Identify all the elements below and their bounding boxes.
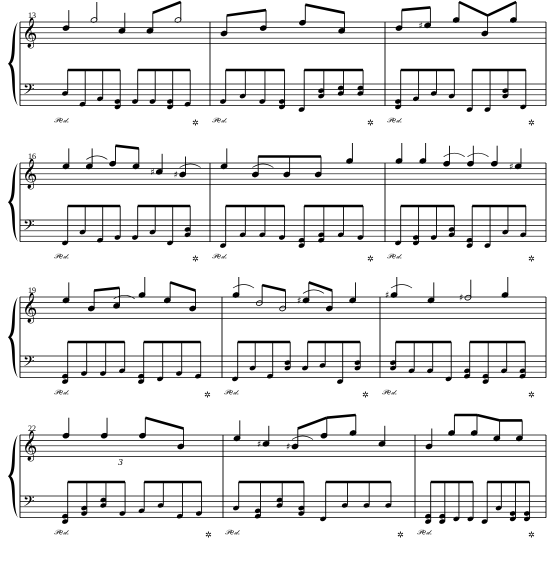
- tie-slur: [233, 285, 254, 289]
- pedal-mark: 𝒫𝑒𝒹.: [225, 528, 240, 537]
- grand-staff-brace: [8, 435, 18, 518]
- pedal-mark: 𝒫𝑒𝒹.: [212, 252, 227, 261]
- sharp-accidental: ♯: [418, 21, 423, 32]
- pedal-release-mark: ✲: [367, 254, 374, 264]
- treble-beam: [298, 418, 327, 429]
- pedal-release-mark: ✲: [362, 390, 369, 400]
- treble-beam: [262, 285, 285, 290]
- treble-beam: [327, 415, 356, 418]
- tie-slur: [444, 153, 465, 157]
- measure-number: 22: [28, 424, 36, 433]
- tie-slur: [391, 285, 412, 289]
- treble-clef: 𝄞: [22, 18, 38, 48]
- measure-number: 19: [28, 286, 36, 295]
- bass-clef: 𝄢: [23, 217, 35, 238]
- pedal-mark: 𝒫𝑒𝒹.: [387, 116, 402, 125]
- treble-beam: [305, 5, 344, 13]
- pedal-release-mark: ✲: [192, 254, 199, 264]
- tie-slur: [86, 156, 107, 160]
- tie-slur: [180, 164, 201, 168]
- sharp-accidental: ♯: [509, 162, 514, 173]
- pedal-release-mark: ✲: [204, 390, 211, 400]
- pedal-mark: 𝒫𝑒𝒹.: [417, 528, 432, 537]
- sharp-accidental: ♯: [150, 167, 155, 178]
- treble-beam: [488, 2, 517, 16]
- treble-clef: 𝄞: [22, 159, 38, 189]
- sharp-accidental: ♯: [385, 291, 390, 301]
- bass-clef: 𝄢: [23, 353, 35, 374]
- tie-slur: [292, 436, 313, 440]
- measure-number: 13: [28, 11, 36, 20]
- treble-beam: [309, 282, 332, 290]
- sharp-accidental: ♯: [257, 439, 262, 450]
- system-2: [8, 143, 546, 264]
- treble-beam: [115, 146, 138, 149]
- treble-beam: [170, 282, 195, 290]
- pedal-release-mark: ✲: [528, 118, 535, 128]
- pedal-mark: 𝒫𝑒𝒹.: [387, 252, 402, 261]
- tie-slur: [252, 164, 273, 168]
- pedal-mark: 𝒫𝑒𝒹.: [212, 116, 227, 125]
- treble-beam: [94, 288, 119, 291]
- pedal-mark: 𝒫𝑒𝒹.: [224, 388, 239, 397]
- treble-beam: [227, 10, 266, 15]
- measure-number: 16: [28, 152, 36, 161]
- treble-beam: [153, 2, 181, 13]
- sharp-accidental: ♯: [297, 296, 302, 307]
- sharp-accidental: ♯: [286, 442, 291, 453]
- bass-clef: 𝄢: [23, 81, 35, 102]
- system-1: [8, 2, 546, 128]
- pedal-mark: 𝒫𝑒𝒹.: [54, 252, 69, 261]
- pedal-release-mark: ✲: [367, 118, 374, 128]
- treble-beam: [402, 7, 431, 10]
- pedal-release-mark: ✲: [528, 530, 535, 540]
- treble-beam: [459, 2, 488, 16]
- pedal-release-mark: ✲: [205, 530, 212, 540]
- system-4: [8, 415, 546, 540]
- grand-staff-brace: [8, 163, 18, 242]
- grand-staff-brace: [8, 297, 18, 378]
- treble-beam: [145, 418, 183, 429]
- pedal-release-mark: ✲: [528, 254, 535, 264]
- pedal-mark: 𝒫𝑒𝒹.: [54, 116, 69, 125]
- sharp-accidental: ♯: [173, 170, 179, 181]
- pedal-mark: 𝒫𝑒𝒹.: [54, 528, 69, 537]
- sharp-accidental: ♯: [459, 293, 464, 304]
- system-3: [8, 277, 546, 400]
- pedal-mark: 𝒫𝑒𝒹.: [54, 388, 69, 397]
- pedal-release-mark: ✲: [397, 530, 404, 540]
- tie-slur: [303, 290, 324, 294]
- pedal-mark: 𝒫𝑒𝒹.: [382, 388, 397, 397]
- systems-container: [8, 2, 546, 540]
- treble-clef: 𝄞: [22, 431, 38, 461]
- treble-beam: [477, 415, 500, 420]
- triplet-label: 3: [118, 458, 124, 467]
- treble-clef: 𝄞: [22, 293, 38, 323]
- bass-clef: 𝄢: [23, 493, 35, 514]
- pedal-release-mark: ✲: [528, 390, 535, 400]
- grand-staff-brace: [8, 22, 18, 106]
- tie-slur: [468, 153, 489, 157]
- pedal-release-mark: ✲: [192, 118, 199, 128]
